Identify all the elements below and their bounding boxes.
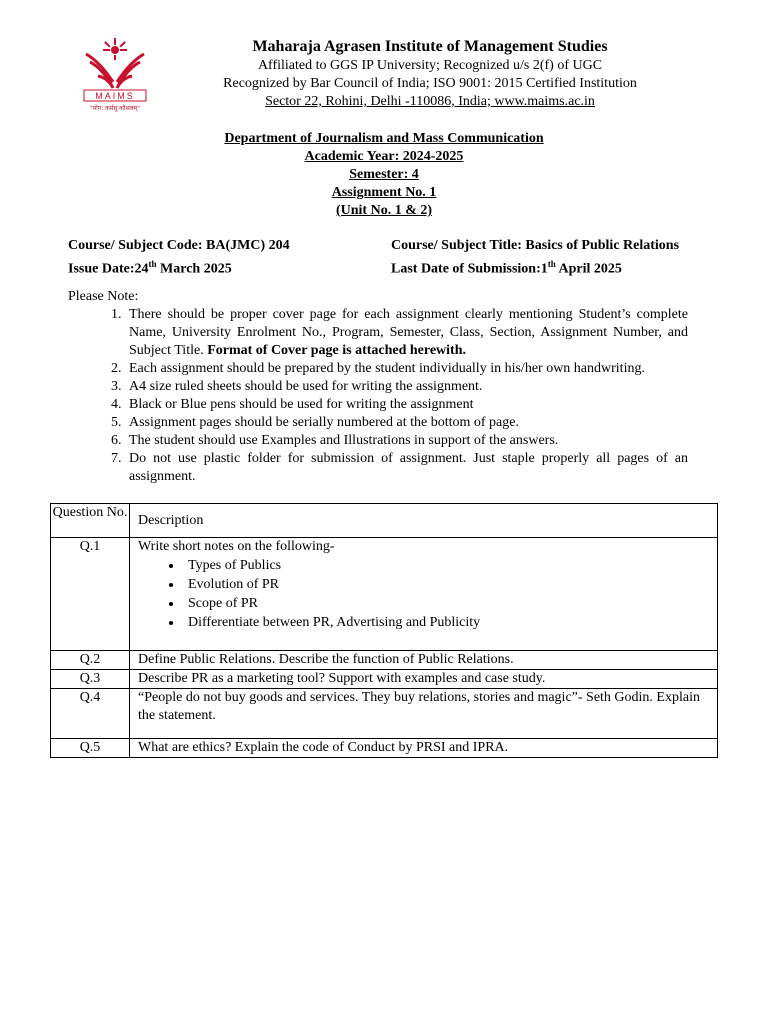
q1-bullet-list xyxy=(138,556,711,632)
instruction-item: 1. There should be proper cover page for each assignment clearly mentioning Student’s complete Name, University Enrolment No., Program, Semester, Class, Section, Assignment Number, and Subject Title. Format of Cover page is attached herewith. xyxy=(125,306,688,360)
table-row xyxy=(51,739,718,758)
instruction-item: 2. Each assignment should be prepared by the student individually in his/her own handwriting. xyxy=(125,360,688,378)
column-header-question: Question No. xyxy=(51,504,130,538)
logo-tagline: "योग: कर्मसु कौशलम्" xyxy=(90,105,140,112)
list-item: • Evolution of PR xyxy=(183,575,711,594)
course-title: Course/ Subject Title: Basics of Public Relations xyxy=(391,238,680,253)
question-description: Describe PR as a marketing tool? Support with examples and case study. xyxy=(130,670,718,689)
column-header-description: Description xyxy=(130,504,718,538)
notes-heading: Please Note: xyxy=(68,289,139,304)
course-code: Course/ Subject Code: BA(JMC) 204 xyxy=(68,238,290,253)
table-row xyxy=(51,689,718,739)
address-line[interactable]: Sector 22, Rohini, Delhi -110086, India; www.maims.ac.in xyxy=(265,94,595,109)
table-row xyxy=(51,651,718,670)
institute-name: Maharaja Agrasen Institute of Management Studies xyxy=(252,38,608,55)
submission-date: Last Date of Submission:1th April 2025 xyxy=(391,259,622,277)
semester: Semester: 4 xyxy=(349,167,419,182)
question-number: Q.3 xyxy=(51,670,130,689)
list-item: • Types of Publics xyxy=(183,556,711,575)
question-number: Q.2 xyxy=(51,651,130,670)
questions-table xyxy=(50,503,718,758)
issue-date: Issue Date:24th March 2025 xyxy=(68,259,232,277)
unit-numbers: (Unit No. 1 & 2) xyxy=(335,203,433,218)
question-description: Write short notes on the following- • Types of Publics • Evolution of PR • Scope of PR • Differentiate between PR, Advertising and Publicity xyxy=(130,538,718,651)
recognition-line: Recognized by Bar Council of India; ISO 9001: 2015 Certified Institution xyxy=(223,76,637,91)
assignment-number: Assignment No. 1 xyxy=(331,185,437,200)
question-description: Define Public Relations. Describe the function of Public Relations. xyxy=(130,651,718,670)
sun-rays-icon xyxy=(103,38,127,60)
academic-year: Academic Year: 2024-2025 xyxy=(304,149,464,164)
letterhead xyxy=(180,36,680,111)
table-header-row xyxy=(51,504,718,538)
list-item: • Differentiate between PR, Advertising and Publicity xyxy=(183,613,711,632)
list-item: • Scope of PR xyxy=(183,594,711,613)
department-name: Department of Journalism and Mass Communication xyxy=(224,131,544,146)
question-number: Q.1 xyxy=(51,538,130,651)
table-row xyxy=(51,670,718,689)
question-number: Q.4 xyxy=(51,689,130,739)
logo-wordmark: MAIMS xyxy=(95,91,135,101)
institute-logo xyxy=(80,36,150,112)
instruction-item: 5. Assignment pages should be serially numbered at the bottom of page. xyxy=(125,414,688,432)
question-description: What are ethics? Explain the code of Conduct by PRSI and IPRA. xyxy=(130,739,718,758)
instruction-item: 3. A4 size ruled sheets should be used for writing the assignment. xyxy=(125,378,688,396)
question-number: Q.5 xyxy=(51,739,130,758)
instruction-item: 6. The student should use Examples and Illustrations in support of the answers. xyxy=(125,432,688,450)
instruction-item: 7. Do not use plastic folder for submission of assignment. Just staple properly all pages of an assignment. xyxy=(125,450,688,486)
instructions xyxy=(68,288,688,486)
question-description: “People do not buy goods and services. They buy relations, stories and magic”- Seth Godin. Explain the statement. xyxy=(130,689,718,739)
instruction-item: 4. Black or Blue pens should be used for writing the assignment xyxy=(125,396,688,414)
assignment-heading xyxy=(0,130,768,220)
instructions-list xyxy=(68,306,688,486)
affiliation-line: Affiliated to GGS IP University; Recognized u/s 2(f) of UGC xyxy=(257,58,603,73)
table-row xyxy=(51,538,718,651)
